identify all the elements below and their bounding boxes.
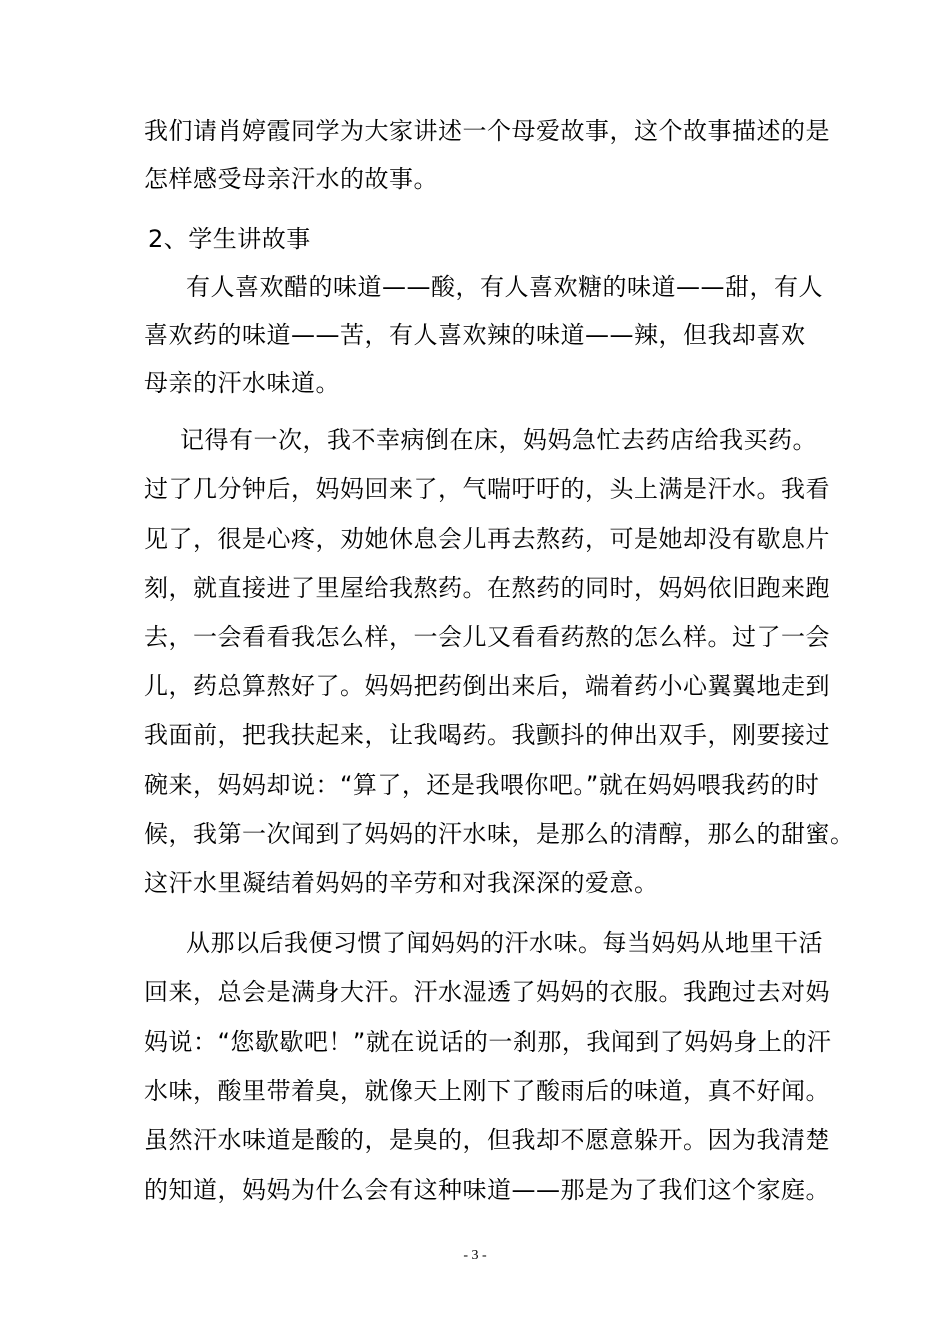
text-line: 回来，总会是满身大汗。汗水湿透了妈妈的衣服。我跑过去对妈 xyxy=(144,978,830,1006)
text-line: 母亲的汗水味道。 xyxy=(144,369,340,397)
page-number: - 3 - xyxy=(463,1248,487,1263)
text-line: 怎样感受母亲汗水的故事。 xyxy=(144,165,438,193)
text-line: 过了几分钟后，妈妈回来了，气喘吁吁的，头上满是汗水。我看 xyxy=(144,475,830,503)
text-line: 碗来，妈妈却说：“算了，还是我喂你吧。”就在妈妈喂我药的时 xyxy=(144,771,820,799)
text-line: 记得有一次，我不幸病倒在床，妈妈急忙去药店给我买药。 xyxy=(180,426,817,454)
text-line: 我面前，把我扶起来，让我喝药。我颤抖的伸出双手，刚要接过 xyxy=(144,721,830,749)
text-line: 候，我第一次闻到了妈妈的汗水味，是那么的清醇，那么的甜蜜。 xyxy=(144,820,855,848)
text-line: 这汗水里凝结着妈妈的辛劳和对我深深的爱意。 xyxy=(144,869,659,897)
text-line: 刻，就直接进了里屋给我熬药。在熬药的同时，妈妈依旧跑来跑 xyxy=(144,574,830,602)
text-line: 的知道，妈妈为什么会有这种味道——那是为了我们这个家庭。 xyxy=(144,1176,830,1204)
text-line: 喜欢药的味道——苦，有人喜欢辣的味道——辣，但我却喜欢 xyxy=(144,321,806,349)
text-line: 有人喜欢醋的味道——酸，有人喜欢糖的味道——甜，有人 xyxy=(186,273,823,301)
text-line: 妈说：“您歇歇吧！”就在说话的一刹那，我闻到了妈妈身上的汗 xyxy=(144,1028,832,1056)
text-line: 我们请肖婷霞同学为大家讲述一个母爱故事，这个故事描述的是 xyxy=(144,117,830,145)
text-line: 去，一会看看我怎么样，一会儿又看看药熬的怎么样。过了一会 xyxy=(144,623,830,651)
text-line: 见了，很是心疼，劝她休息会儿再去熬药，可是她却没有歇息片 xyxy=(144,525,830,553)
text-line: 从那以后我便习惯了闻妈妈的汗水味。每当妈妈从地里干活 xyxy=(186,929,823,957)
text-line: 水味，酸里带着臭，就像天上刚下了酸雨后的味道，真不好闻。 xyxy=(144,1077,830,1105)
text-line: 儿，药总算熬好了。妈妈把药倒出来后，端着药小心翼翼地走到 xyxy=(144,672,830,700)
section-heading: 2、学生讲故事 xyxy=(148,225,311,253)
text-line: 虽然汗水味道是酸的，是臭的，但我却不愿意躲开。因为我清楚 xyxy=(144,1126,830,1154)
